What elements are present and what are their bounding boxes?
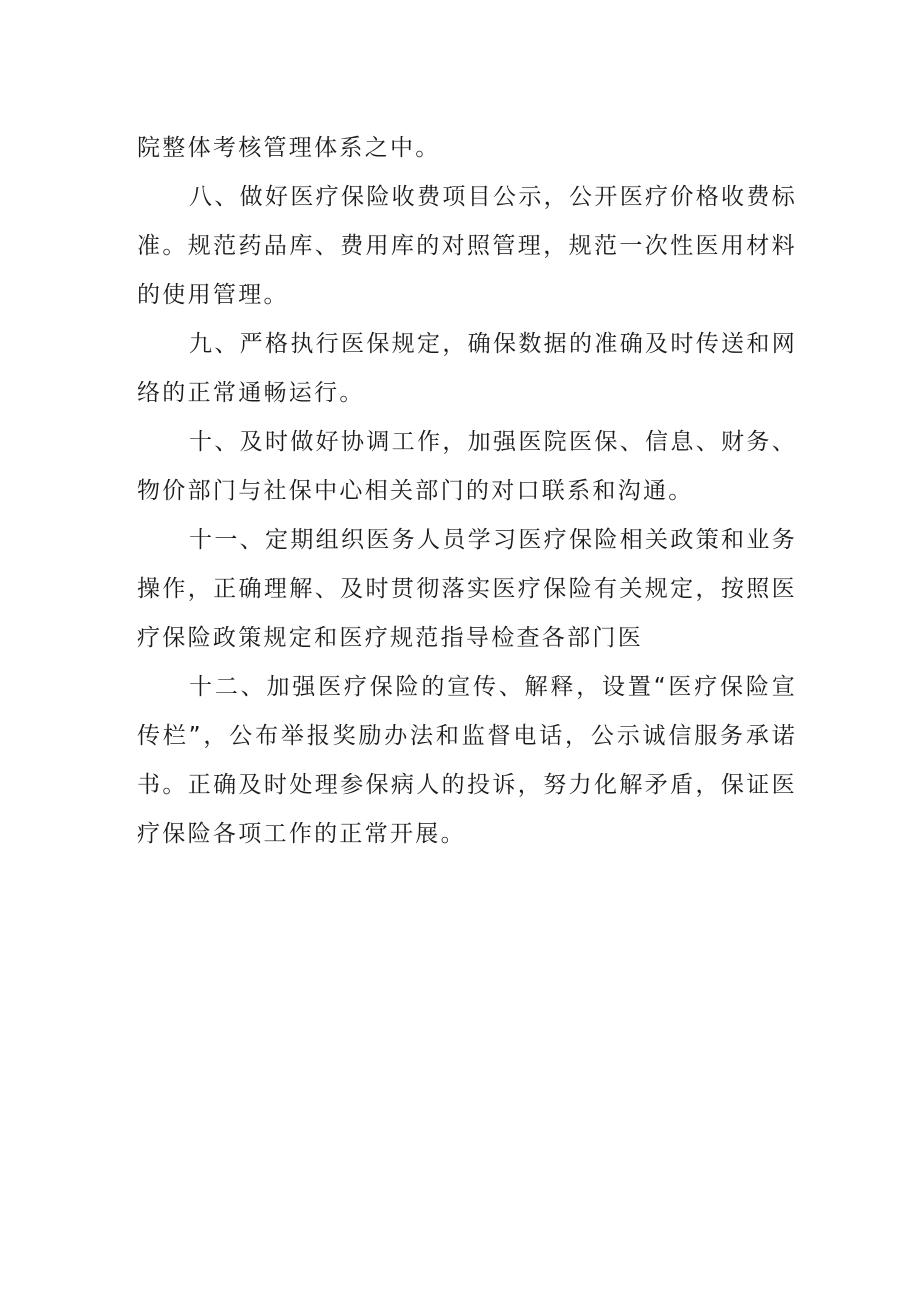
- paragraph-item-8: 八、做好医疗保险收费项目公示，公开医疗价格收费标准。规范药品库、费用库的对照管理，规范一次性医用材料的使用管理。: [137, 184, 797, 308]
- paragraph-item-10: 十、及时做好协调工作，加强医院医保、信息、财务、物价部门与社保中心相关部门的对口联系和沟通。: [137, 429, 797, 504]
- paragraph-item-11: 十一、定期组织医务人员学习医疗保险相关政策和业务操作，正确理解、及时贯彻落实医疗保险有关规定，按照医疗保险政策规定和医疗规范指导检查各部门医: [137, 527, 797, 651]
- document-body: [137, 124, 797, 859]
- paragraph-item-12: 十二、加强医疗保险的宣传、解释，设置“医疗保险宣传栏”，公布举报奖励办法和监督电话，公示诚信服务承诺书。正确及时处理参保病人的投诉，努力化解矛盾，保证医疗保险各项工作的正常开展。: [137, 674, 797, 847]
- paragraph-item-9: 九、严格执行医保规定，确保数据的准确及时传送和网络的正常通畅运行。: [137, 331, 797, 406]
- paragraph-continuation: 院整体考核管理体系之中。: [137, 135, 441, 161]
